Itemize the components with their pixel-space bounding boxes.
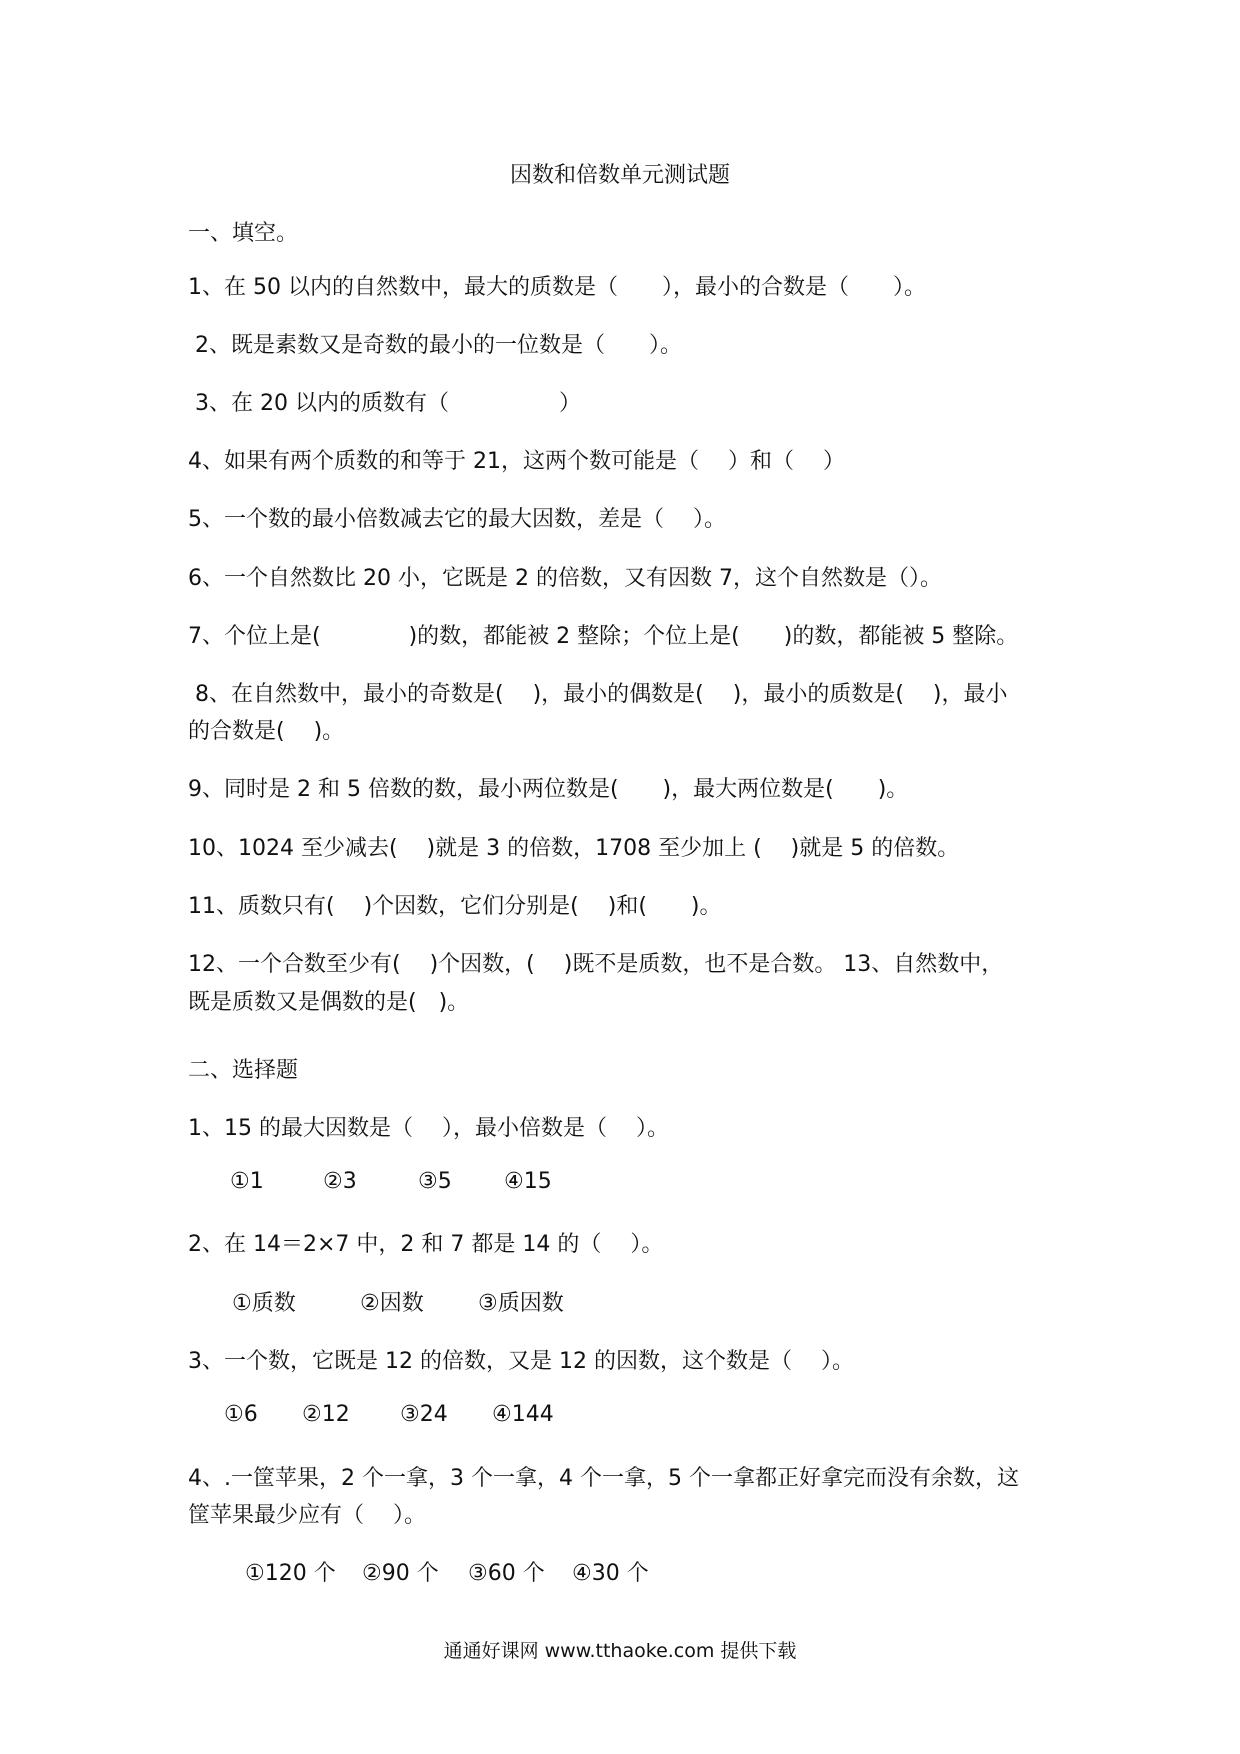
choice-1-option-4: ④15 <box>504 1169 552 1194</box>
question-12-line-1: 12、一个合数至少有( )个因数，( )既不是质数，也不是合数。 13、自然数中， <box>188 952 1004 977</box>
choice-1-option-1: ①1 <box>230 1169 264 1194</box>
choice-4-option-4: ④30 个 <box>572 1561 649 1586</box>
choice-4-option-3: ③60 个 <box>468 1561 545 1586</box>
question-5: 5、一个数的最小倍数减去它的最大因数，差是（ ）。 <box>188 507 726 532</box>
section-heading-choice: 二、选择题 <box>188 1058 299 1083</box>
choice-3-option-1: ①6 <box>224 1402 258 1427</box>
section-heading-fill-blank: 一、填空。 <box>188 221 299 246</box>
question-2: 2、既是素数又是奇数的最小的一位数是（ ）。 <box>188 333 682 358</box>
choice-4-option-1: ①120 个 <box>245 1561 336 1586</box>
question-4: 4、如果有两个质数的和等于 21，这两个数可能是（ ）和（ ） <box>188 449 845 474</box>
choice-4-option-2: ②90 个 <box>362 1561 439 1586</box>
choice-1-option-2: ②3 <box>323 1169 357 1194</box>
question-11: 11、质数只有( )个因数，它们分别是( )和( )。 <box>188 894 722 919</box>
choice-question-3: 3、一个数，它既是 12 的倍数，又是 12 的因数，这个数是（ ）。 <box>188 1349 854 1374</box>
question-6: 6、一个自然数比 20 小，它既是 2 的倍数，又有因数 7，这个自然数是（）。 <box>188 566 942 591</box>
question-7: 7、个位上是( )的数，都能被 2 整除；个位上是( )的数，都能被 5 整除。 <box>188 624 1019 649</box>
choice-2-option-1: ①质数 <box>232 1291 296 1316</box>
choice-question-4-line-2: 筐苹果最少应有（ ）。 <box>188 1503 426 1528</box>
question-8-line-1: 8、在自然数中，最小的奇数是( )，最小的偶数是( )，最小的质数是( )，最小 <box>188 682 1008 707</box>
choice-3-option-2: ②12 <box>302 1402 350 1427</box>
choice-question-1: 1、15 的最大因数是（ ），最小倍数是（ ）。 <box>188 1116 669 1141</box>
question-1: 1、在 50 以内的自然数中，最大的质数是（ ），最小的合数是（ ）。 <box>188 275 926 300</box>
choice-3-option-3: ③24 <box>400 1402 448 1427</box>
question-9: 9、同时是 2 和 5 倍数的数，最小两位数是( )，最大两位数是( )。 <box>188 777 909 802</box>
choice-question-4-line-1: 4、.一筐苹果，2 个一拿，3 个一拿，4 个一拿，5 个一拿都正好拿完而没有余数，这 <box>188 1466 1019 1491</box>
footer-source: 通通好课网 www.tthaoke.com 提供下载 <box>443 1640 797 1662</box>
document-title: 因数和倍数单元测试题 <box>509 163 730 188</box>
question-12-line-2: 既是质数又是偶数的是( )。 <box>188 990 470 1015</box>
choice-1-option-3: ③5 <box>418 1169 452 1194</box>
question-10: 10、1024 至少减去( )就是 3 的倍数，1708 至少加上 ( )就是 5 的倍数。 <box>188 836 960 861</box>
choice-2-option-3: ③质因数 <box>478 1291 564 1316</box>
choice-3-option-4: ④144 <box>492 1402 554 1427</box>
choice-2-option-2: ②因数 <box>360 1291 424 1316</box>
question-8-line-2: 的合数是( )。 <box>188 719 345 744</box>
question-3: 3、在 20 以内的质数有（ ） <box>188 391 581 416</box>
choice-question-2: 2、在 14＝2×7 中，2 和 7 都是 14 的（ ）。 <box>188 1232 664 1257</box>
